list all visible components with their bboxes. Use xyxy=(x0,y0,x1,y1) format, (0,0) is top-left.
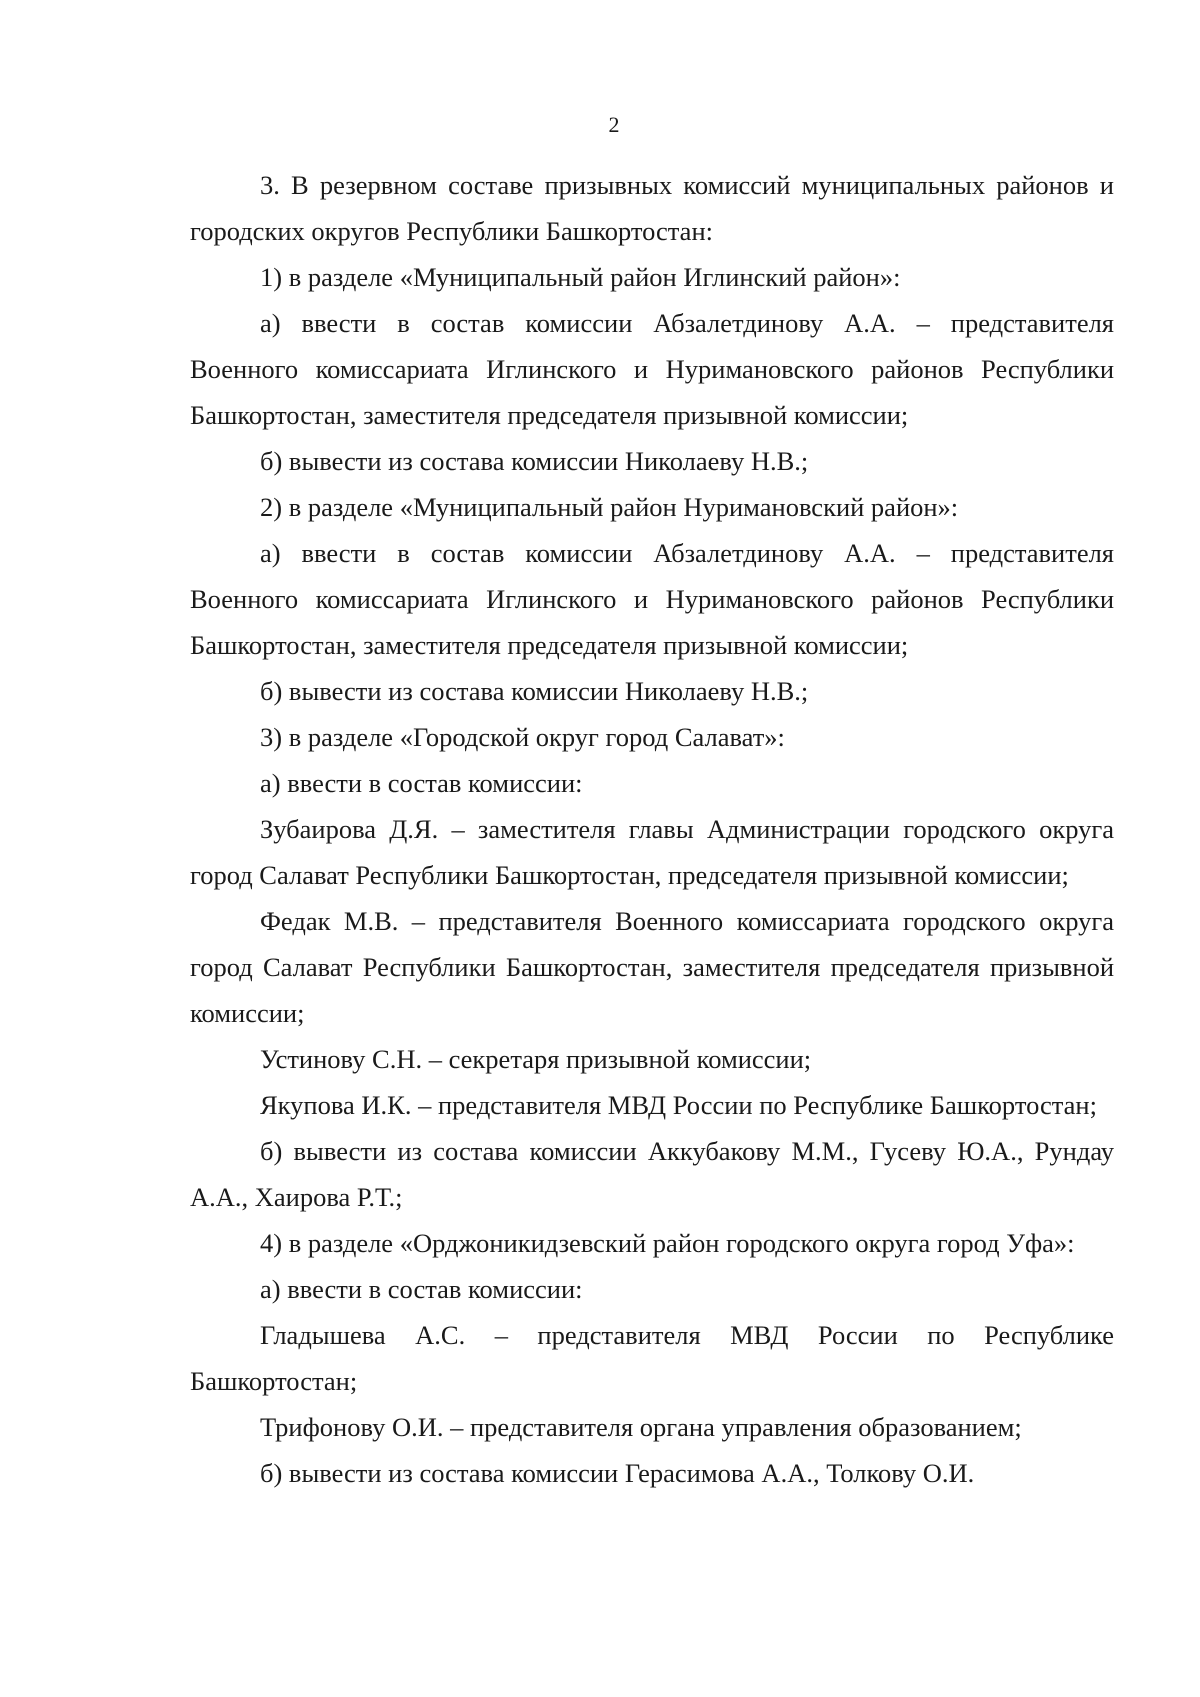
paragraph-2a: а) ввести в состав комиссии Абзалетдинову А.А. – представителя Военного комиссариата Иглинского и Нуримановского районов Республики Башкортостан, заместителя председателя призывной комиссии; xyxy=(190,538,1114,660)
paragraph-3a: а) ввести в состав комиссии: xyxy=(260,768,583,798)
paragraph-zubairov: Зубаирова Д.Я. – заместителя главы Администрации городского округа город Салават Республики Башкортостан, председателя призывной комиссии; xyxy=(190,814,1114,890)
paragraph-ustinova: Устинову С.Н. – секретаря призывной комиссии; xyxy=(260,1044,812,1074)
paragraph-3b: б) вывести из состава комиссии Аккубакову М.М., Гусеву Ю.А., Рундау А.А., Хаирова Р.Т.; xyxy=(190,1136,1114,1212)
paragraph-3-intro: 3. В резервном составе призывных комиссий муниципальных районов и городских округов Республики Башкортостан: xyxy=(190,170,1114,246)
paragraph-section-4: 4) в разделе «Орджоникидзевский район городского округа город Уфа»: xyxy=(260,1228,1075,1258)
paragraph-trifonova: Трифонову О.И. – представителя органа управления образованием; xyxy=(260,1412,1022,1442)
paragraph-4b: б) вывести из состава комиссии Герасимова А.А., Толкову О.И. xyxy=(260,1458,975,1488)
paragraph-1b: б) вывести из состава комиссии Николаеву Н.В.; xyxy=(260,446,809,476)
paragraph-1a: а) ввести в состав комиссии Абзалетдинову А.А. – представителя Военного комиссариата Иглинского и Нуримановского районов Республики Башкортостан, заместителя председателя призывной комиссии; xyxy=(190,308,1114,430)
paragraph-gladyshev: Гладышева А.С. – представителя МВД России по Республике Башкортостан; xyxy=(190,1320,1114,1396)
paragraph-section-3: 3) в разделе «Городской округ город Салават»: xyxy=(260,722,785,752)
paragraph-yakupov: Якупова И.К. – представителя МВД России по Республике Башкортостан; xyxy=(260,1090,1097,1120)
document-body xyxy=(190,162,1114,1496)
paragraph-section-2: 2) в разделе «Муниципальный район Нуримановский район»: xyxy=(260,492,959,522)
paragraph-2b: б) вывести из состава комиссии Николаеву Н.В.; xyxy=(260,676,809,706)
paragraph-4a: а) ввести в состав комиссии: xyxy=(260,1274,583,1304)
page-number: 2 xyxy=(608,112,620,137)
paragraph-section-1: 1) в разделе «Муниципальный район Иглинский район»: xyxy=(260,262,901,292)
paragraph-fedak: Федак М.В. – представителя Военного комиссариата городского округа город Салават Республики Башкортостан, заместителя председателя призывной комиссии; xyxy=(190,906,1114,1028)
